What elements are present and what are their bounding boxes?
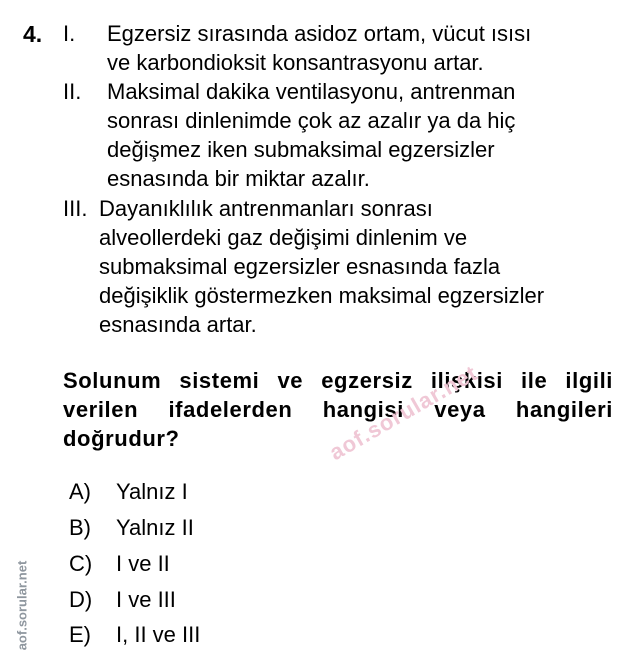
statement-line: Maksimal dakika ventilasyonu, antrenman	[107, 79, 516, 104]
statement-line: değişiklik göstermezken maksimal egzersizler	[99, 283, 545, 308]
watermark-side: aof.sorular.net	[14, 560, 30, 651]
question-line: doğrudur?	[63, 426, 180, 451]
option-text: Yalnız II	[116, 515, 194, 540]
statement-3-numeral: III.	[63, 196, 88, 221]
option-text: Yalnız I	[116, 479, 188, 504]
option-letter: C)	[69, 551, 93, 576]
question-line: verilen ifadelerden hangisi veya hangileri	[63, 397, 613, 422]
statement-1	[63, 19, 623, 77]
statement-line: Dayanıklılık antrenmanları sonrası	[99, 196, 433, 221]
question-line: Solunum sistemi ve egzersiz ilişkisi ile ilgili	[63, 368, 613, 393]
statement-2-numeral: II.	[63, 79, 82, 104]
statement-line: esnasında bir miktar azalır.	[107, 166, 370, 191]
statement-line: Egzersiz sırasında asidoz ortam, vücut ısısı	[107, 21, 532, 46]
option-text: I, II ve III	[116, 622, 201, 647]
statement-line: değişmez iken submaksimal egzersizler	[107, 137, 495, 162]
option-letter: B)	[69, 515, 91, 540]
statement-line: submaksimal egzersizler esnasında fazla	[99, 254, 501, 279]
statement-1-numeral: I.	[63, 21, 76, 46]
option-text: I ve II	[116, 551, 170, 576]
watermark-diagonal: aof.sorular.net	[325, 360, 482, 466]
question-number: 4.	[23, 21, 43, 47]
option-letter: E)	[69, 622, 91, 647]
option-letter: D)	[69, 587, 93, 612]
statement-line: alveollerdeki gaz değişimi dinlenim ve	[99, 225, 468, 250]
statement-line: ve karbondioksit konsantrasyonu artar.	[107, 50, 484, 75]
statement-3	[63, 194, 633, 339]
option-text: I ve III	[116, 587, 176, 612]
statement-line: esnasında artar.	[99, 312, 257, 337]
option-letter: A)	[69, 479, 91, 504]
statement-line: sonrası dinlenimde çok az azalır ya da hiç	[107, 108, 516, 133]
statement-2	[63, 77, 623, 193]
